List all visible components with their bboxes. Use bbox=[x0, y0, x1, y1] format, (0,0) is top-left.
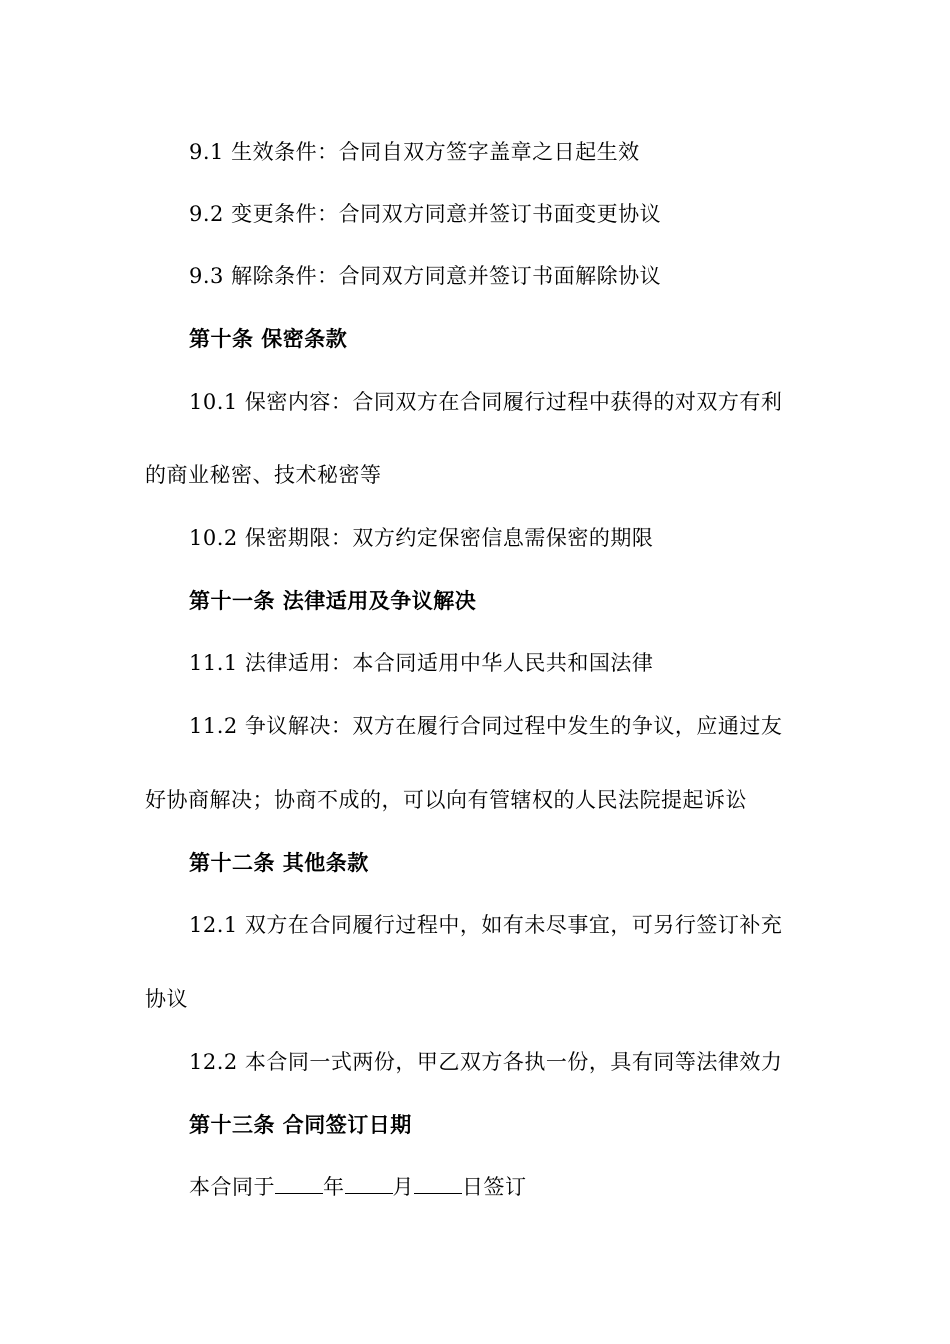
clause-12-1-continued: 协议 bbox=[145, 987, 188, 1011]
article-13-heading: 第十三条 合同签订日期 bbox=[189, 1113, 412, 1137]
clause-10-1: 10.1 保密内容：合同双方在合同履行过程中获得的对双方有利 bbox=[189, 390, 783, 414]
clause-12-2: 12.2 本合同一式两份，甲乙双方各执一份，具有同等法律效力 bbox=[189, 1050, 783, 1074]
clause-11-2-continued: 好协商解决；协商不成的，可以向有管辖权的人民法院提起诉讼 bbox=[145, 788, 747, 812]
day-blank[interactable] bbox=[414, 1173, 462, 1194]
clause-10-2: 10.2 保密期限：双方约定保密信息需保密的期限 bbox=[189, 526, 654, 550]
clause-11-2: 11.2 争议解决：双方在履行合同过程中发生的争议，应通过友 bbox=[189, 714, 783, 738]
clause-9-3: 9.3 解除条件：合同双方同意并签订书面解除协议 bbox=[189, 264, 662, 288]
clause-11-1: 11.1 法律适用：本合同适用中华人民共和国法律 bbox=[189, 651, 654, 675]
clause-12-1: 12.1 双方在合同履行过程中，如有未尽事宜，可另行签订补充 bbox=[189, 913, 783, 937]
year-label: 年 bbox=[323, 1175, 345, 1199]
article-12-heading: 第十二条 其他条款 bbox=[189, 851, 369, 875]
clause-9-1: 9.1 生效条件：合同自双方签字盖章之日起生效 bbox=[189, 140, 640, 164]
year-blank[interactable] bbox=[275, 1173, 323, 1194]
article-10-heading: 第十条 保密条款 bbox=[189, 327, 348, 351]
article-11-heading: 第十一条 法律适用及争议解决 bbox=[189, 589, 477, 613]
clause-9-2: 9.2 变更条件：合同双方同意并签订书面变更协议 bbox=[189, 202, 662, 226]
clause-10-1-continued: 的商业秘密、技术秘密等 bbox=[145, 463, 382, 487]
signing-date-line bbox=[189, 1173, 527, 1201]
month-blank[interactable] bbox=[345, 1173, 393, 1194]
signing-date-prefix: 本合同于 bbox=[189, 1175, 275, 1199]
day-label: 日签订 bbox=[462, 1175, 527, 1199]
month-label: 月 bbox=[392, 1175, 414, 1199]
